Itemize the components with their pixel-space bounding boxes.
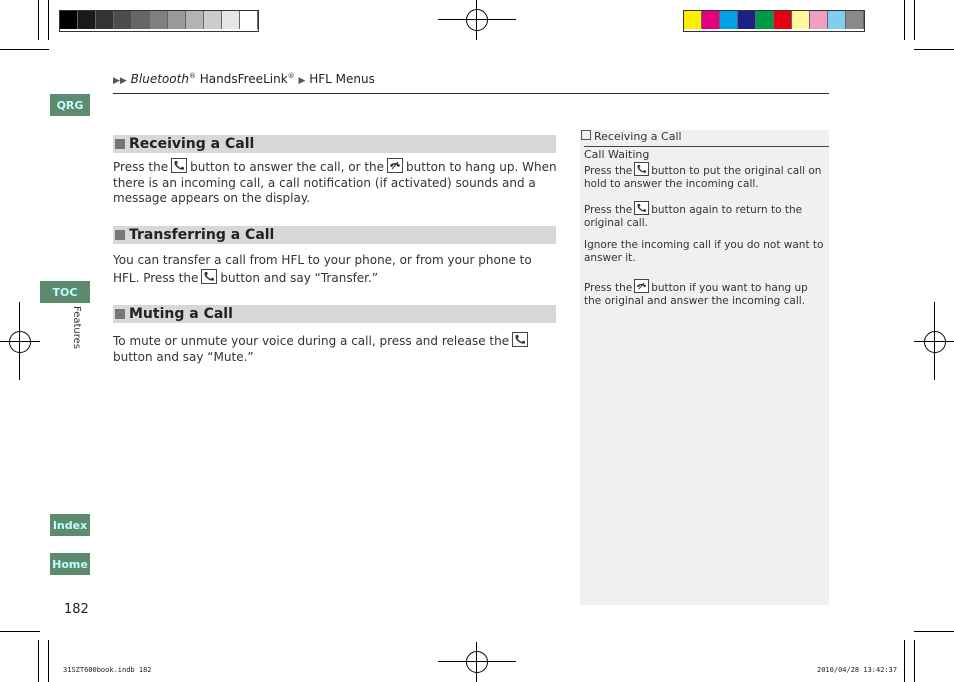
- footer-file-info: 31SZT600book.indb 182: [63, 666, 152, 674]
- registration-mark: [914, 302, 954, 380]
- phone-pickup-icon: [634, 162, 649, 176]
- bullet-square-icon: [115, 309, 125, 319]
- header-rule: [113, 93, 829, 94]
- phone-hangup-icon: [634, 279, 649, 293]
- crop-mark: [38, 640, 39, 682]
- color-swatch-bar: [683, 10, 865, 32]
- sidebar-title: [580, 130, 682, 143]
- color-swatch-4: [756, 11, 774, 29]
- gray-swatch-6: [168, 11, 186, 29]
- index-tab[interactable]: Index: [50, 514, 90, 536]
- breadcrumb-bluetooth[interactable]: Bluetooth: [130, 72, 189, 86]
- registered-mark: ®: [188, 72, 196, 80]
- phone-pickup-icon: [634, 201, 649, 215]
- toc-tab[interactable]: TOC: [40, 281, 90, 303]
- gray-swatch-5: [150, 11, 168, 29]
- registration-mark: [438, 642, 516, 682]
- text-fragment: button to put the original call on hold to answer the incoming call.: [584, 165, 822, 190]
- color-swatch-0: [684, 11, 702, 29]
- phone-pickup-icon: [201, 269, 217, 284]
- crop-mark: [914, 49, 954, 50]
- crop-mark: [914, 640, 915, 682]
- color-swatch-5: [774, 11, 792, 29]
- crop-mark: [48, 0, 49, 40]
- crop-mark: [0, 49, 40, 50]
- text-fragment: Press the: [584, 282, 633, 294]
- text-fragment: Press the: [584, 165, 633, 177]
- color-swatch-7: [810, 11, 828, 29]
- color-swatch-1: [702, 11, 720, 29]
- color-swatch-6: [792, 11, 810, 29]
- gray-swatch-7: [186, 11, 204, 29]
- sidebar-note: [580, 130, 829, 605]
- chapter-label: Features: [71, 306, 82, 349]
- registered-mark: ®: [287, 72, 295, 80]
- sidebar-paragraph: [584, 201, 828, 230]
- home-tab[interactable]: Home: [50, 553, 90, 575]
- sidebar-rule: [584, 146, 829, 147]
- section-heading-muting: [113, 305, 556, 323]
- bullet-square-icon: [115, 139, 125, 149]
- text-fragment: button and say “Mute.”: [113, 349, 254, 364]
- crop-mark: [904, 640, 905, 682]
- registration-mark: [0, 302, 40, 380]
- bullet-square-icon: [115, 230, 125, 240]
- phone-hangup-icon: [387, 158, 403, 173]
- text-fragment: button if you want to hang up the original and answer the incoming call.: [584, 282, 808, 307]
- gray-swatch-2: [96, 11, 114, 29]
- footer-timestamp: 2010/04/28 13:42:37: [817, 666, 898, 674]
- color-swatch-3: [738, 11, 756, 29]
- breadcrumb-arrow-icon: ▶: [298, 76, 306, 86]
- crop-mark: [38, 0, 39, 40]
- receiving-text: [113, 158, 559, 207]
- gray-swatch-9: [222, 11, 240, 29]
- phone-pickup-icon: [512, 332, 528, 347]
- text-fragment: button again to return to the original call.: [584, 204, 803, 229]
- gray-swatch-0: [60, 11, 78, 29]
- breadcrumb: [113, 72, 375, 86]
- gray-swatch-10: [240, 11, 258, 29]
- gray-swatch-4: [132, 11, 150, 29]
- transferring-text: [113, 253, 559, 286]
- crop-mark: [914, 0, 915, 40]
- section-heading-receiving: [113, 135, 556, 153]
- section-heading-transferring: [113, 226, 556, 244]
- breadcrumb-hfl-menus: HFL Menus: [309, 72, 375, 86]
- gray-swatch-1: [78, 11, 96, 29]
- gray-swatch-bar: [59, 10, 259, 32]
- crop-mark: [48, 640, 49, 682]
- text-fragment: To mute or unmute your voice during a call, press and release the: [113, 334, 510, 348]
- color-swatch-2: [720, 11, 738, 29]
- breadcrumb-handsfreelink[interactable]: HandsFreeLink: [195, 72, 288, 86]
- gray-swatch-3: [114, 11, 132, 29]
- sidebar-paragraph: Ignore the incoming call if you do not want to answer it.: [584, 239, 824, 264]
- gray-swatch-8: [204, 11, 222, 29]
- color-swatch-8: [828, 11, 846, 29]
- section-heading-text: Transferring a Call: [129, 227, 275, 243]
- registration-mark: [438, 0, 516, 40]
- text-fragment: button and say “Transfer.”: [220, 270, 379, 285]
- qrg-tab[interactable]: QRG: [50, 94, 90, 116]
- text-fragment: button to hang up. When there is an incoming call, a call notification (if activated) sounds and a message appears on the display.: [113, 160, 557, 205]
- sidebar-subtitle: Call Waiting: [584, 148, 650, 161]
- text-fragment: button to answer the call, or the: [190, 160, 385, 174]
- sidebar-title-text[interactable]: Receiving a Call: [594, 130, 682, 143]
- color-swatch-9: [846, 11, 864, 29]
- text-fragment: Press the: [113, 160, 169, 174]
- crop-mark: [40, 49, 49, 50]
- page-number: 182: [64, 602, 89, 617]
- crop-mark: [904, 0, 905, 40]
- crop-mark: [0, 631, 40, 632]
- text-fragment: Press the: [584, 204, 633, 216]
- section-heading-text: Muting a Call: [129, 306, 233, 322]
- text-fragment: You can transfer a call from HFL to your phone, or from your phone to HFL. Press the: [113, 253, 532, 285]
- section-heading-text: Receiving a Call: [129, 136, 255, 152]
- sidebar-paragraph: [584, 162, 828, 191]
- phone-pickup-icon: [171, 158, 187, 173]
- sidebar-paragraph: [584, 279, 828, 308]
- note-icon: [581, 130, 591, 140]
- muting-text: [113, 332, 559, 365]
- breadcrumb-arrow-icon: ▶▶: [113, 76, 127, 86]
- crop-mark: [914, 631, 954, 632]
